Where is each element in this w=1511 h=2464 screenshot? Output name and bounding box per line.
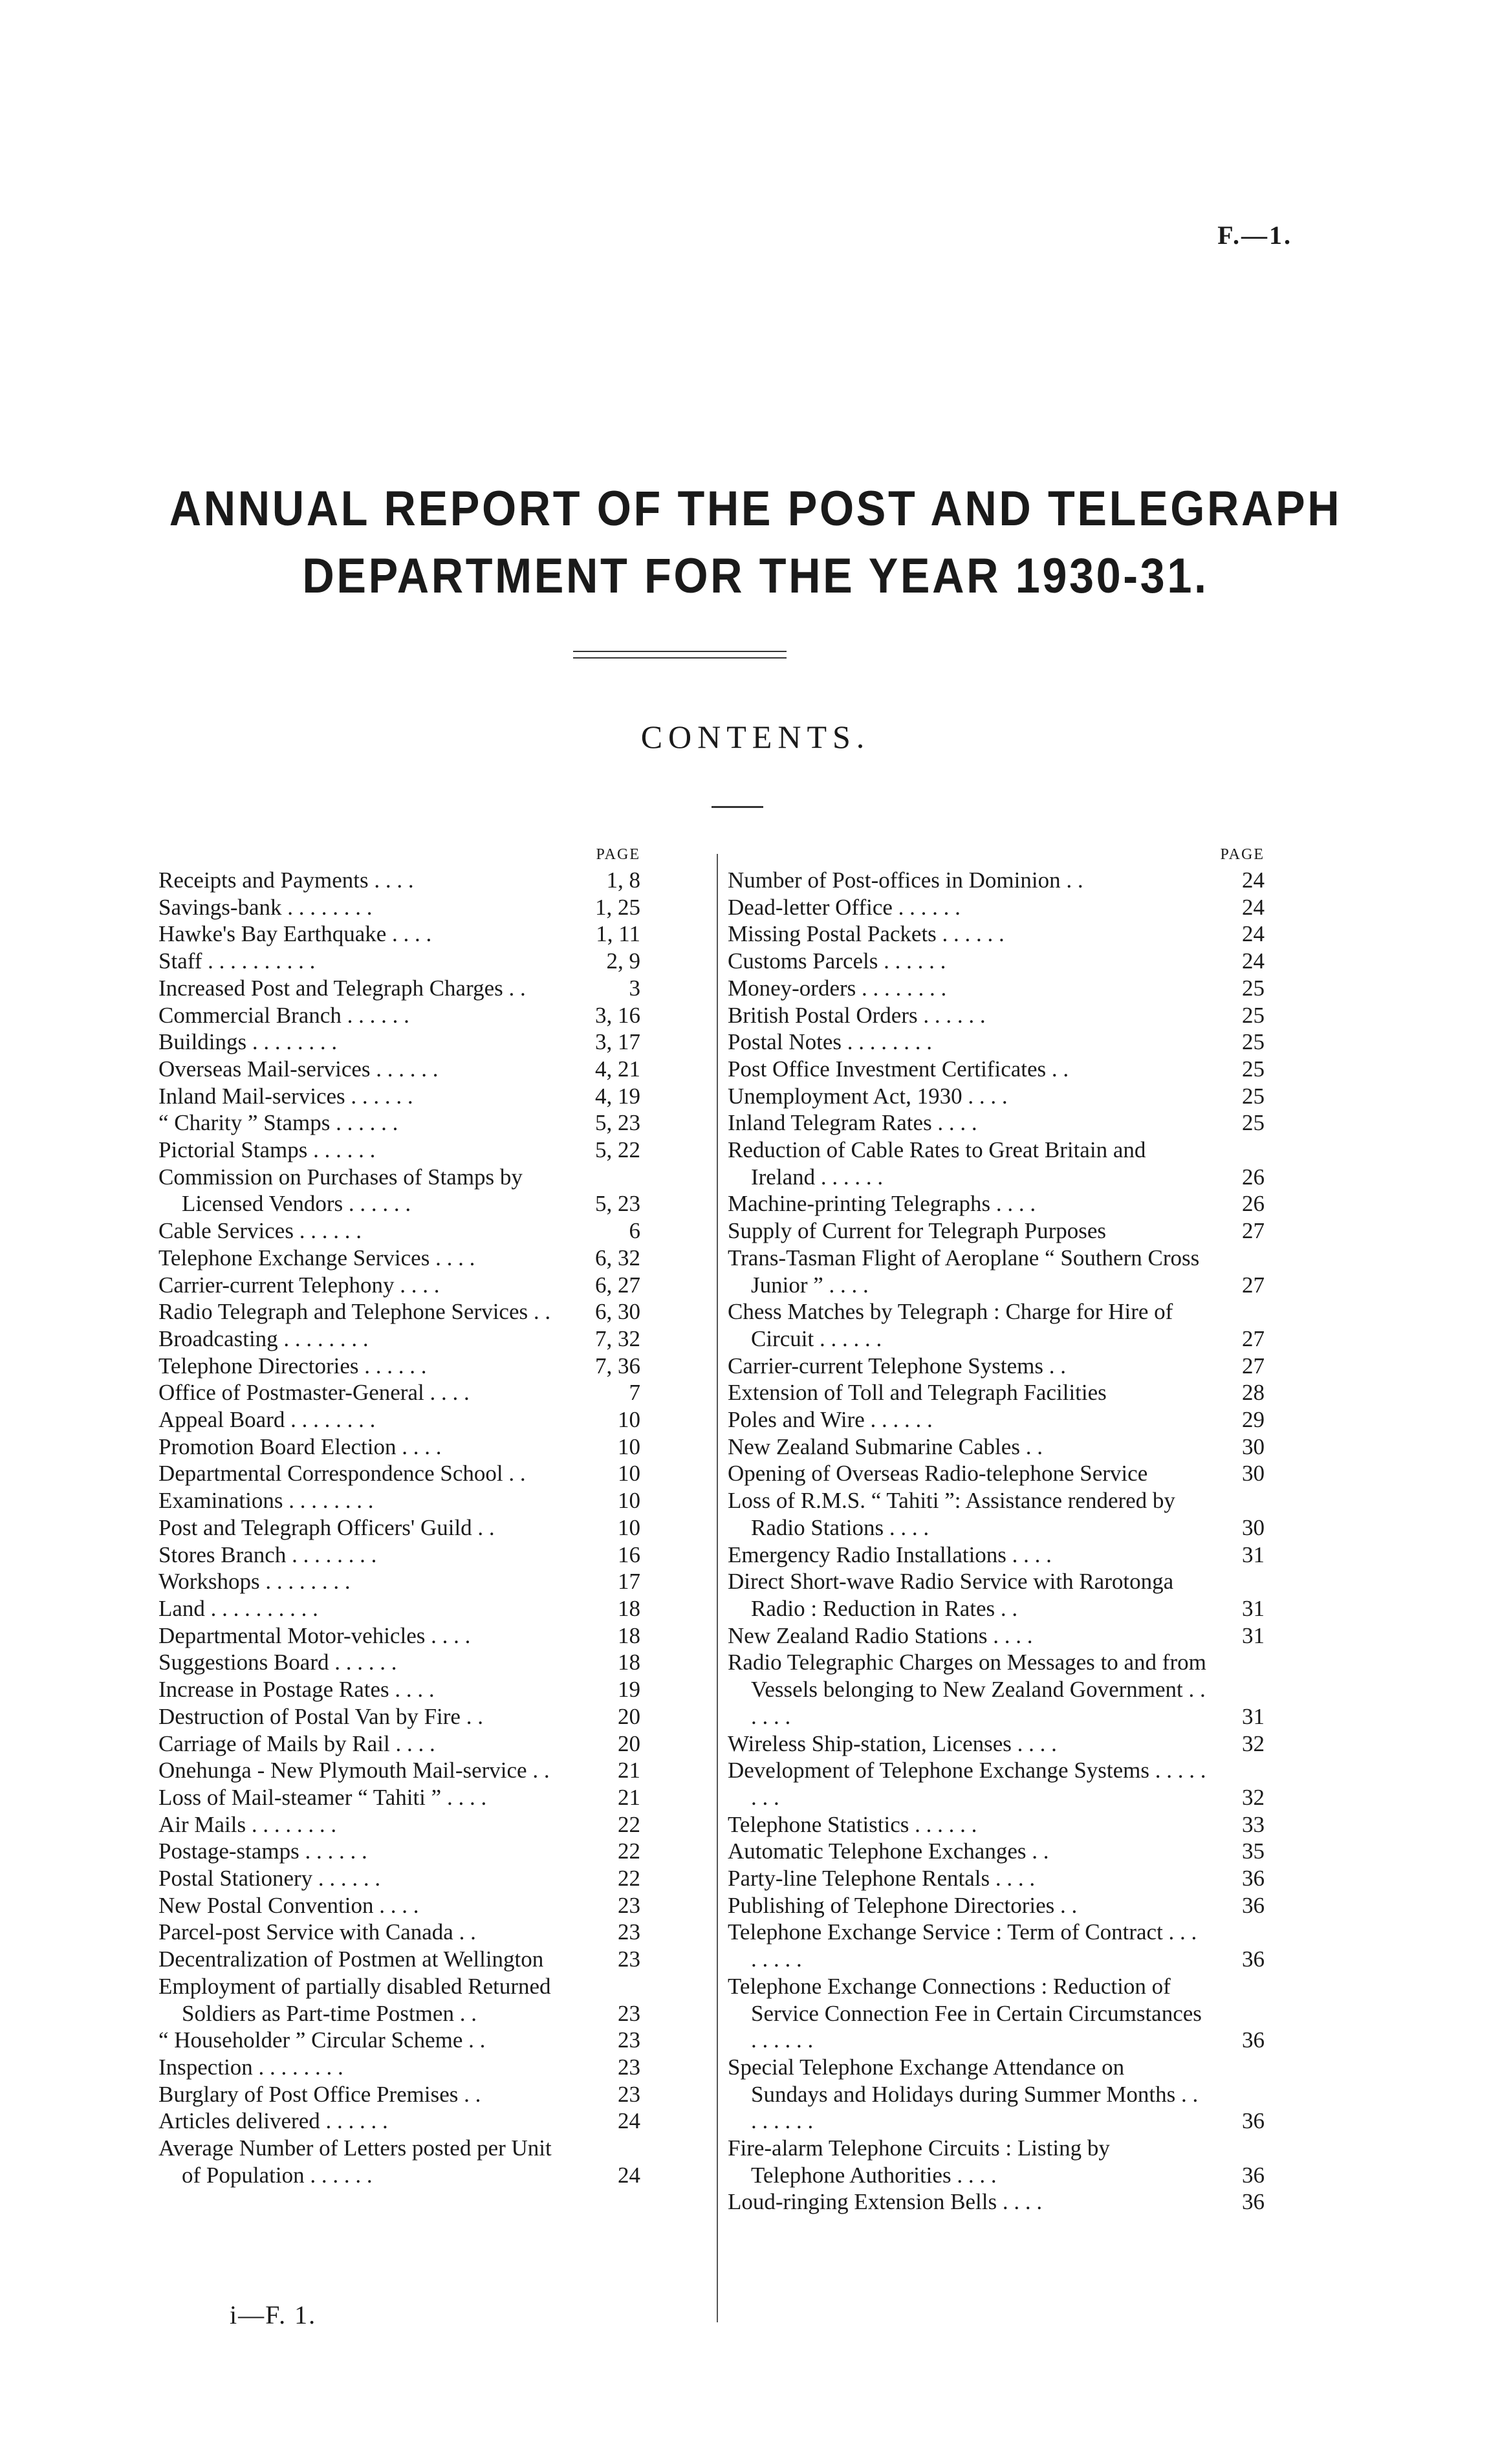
entry-page: 24	[618, 2108, 640, 2134]
entry-page: 25	[1242, 1029, 1265, 1055]
entry-title: Air Mails . . . . . . . .	[158, 1811, 337, 1837]
entry-title: Promotion Board Election . . . .	[158, 1434, 442, 1459]
contents-list-right	[728, 867, 1265, 2216]
entry-page: 21	[618, 1784, 640, 1810]
entry-title: “ Householder ” Circular Scheme . .	[158, 2027, 486, 2053]
contents-entry	[158, 1676, 640, 1703]
entry-page: 26	[1242, 1164, 1265, 1190]
entry-title: Land . . . . . . . . . .	[158, 1595, 318, 1621]
contents-entry	[158, 1056, 640, 1083]
entry-title: Telephone Exchange Connections : Reduction of Service Connection Fee in Certain Circumstances . . . . . .	[728, 1973, 1202, 2053]
entry-title: Broadcasting . . . . . . . .	[158, 1325, 369, 1351]
entry-title: Telephone Statistics . . . . . .	[728, 1811, 977, 1837]
entry-page: 27	[1242, 1272, 1265, 1298]
contents-entry	[158, 1002, 640, 1029]
entry-title: Dead-letter Office . . . . . .	[728, 894, 961, 920]
contents-entry	[728, 1002, 1265, 1029]
contents-entry	[728, 948, 1265, 975]
entry-page: 24	[1242, 921, 1265, 947]
entry-page: 2, 9	[606, 948, 640, 974]
entry-page: 28	[1242, 1380, 1265, 1406]
entry-page: 21	[618, 1758, 640, 1783]
contents-entry	[728, 1892, 1265, 1919]
entry-page: 23	[618, 1946, 640, 1972]
entry-title: Post and Telegraph Officers' Guild . .	[158, 1514, 495, 1540]
contents-entry	[728, 1487, 1265, 1541]
entry-title: Postal Notes . . . . . . . .	[728, 1029, 932, 1055]
entry-page: 23	[618, 1892, 640, 1918]
entry-page: 31	[1242, 1622, 1265, 1648]
entry-title: Money-orders . . . . . . . .	[728, 975, 947, 1001]
entry-page: 23	[618, 1919, 640, 1945]
contents-entry	[158, 1865, 640, 1892]
entry-page: 3	[629, 975, 640, 1001]
entry-title: Automatic Telephone Exchanges . .	[728, 1838, 1049, 1864]
entry-title: Appeal Board . . . . . . . .	[158, 1407, 376, 1433]
entry-title: Machine-printing Telegraphs . . . .	[728, 1191, 1036, 1217]
entry-page: 3, 17	[595, 1029, 640, 1055]
entry-page: 3, 16	[595, 1002, 640, 1028]
contents-entry	[728, 1838, 1265, 1865]
entry-title: Opening of Overseas Radio-telephone Service	[728, 1461, 1148, 1487]
entry-page: 20	[618, 1730, 640, 1756]
entry-page: 35	[1242, 1838, 1265, 1864]
entry-title: Poles and Wire . . . . . .	[728, 1407, 933, 1433]
contents-entry	[728, 1460, 1265, 1487]
entry-page: 30	[1242, 1434, 1265, 1459]
contents-entry	[728, 921, 1265, 948]
entry-page: 18	[618, 1622, 640, 1648]
contents-entry	[158, 1245, 640, 1272]
entry-title: Special Telephone Exchange Attendance on Sundays and Holidays during Summer Months . . . . . . . .	[728, 2054, 1199, 2134]
entry-title: New Zealand Submarine Cables . .	[728, 1434, 1043, 1459]
contents-entry	[158, 1703, 640, 1730]
entry-page: 23	[618, 2000, 640, 2026]
entry-title: Direct Short-wave Radio Service with Rarotonga Radio : Reduction in Rates . .	[728, 1569, 1174, 1621]
entry-page: 31	[1242, 1703, 1265, 1729]
entry-title: Loss of Mail-steamer “ Tahiti ” . . . .	[158, 1784, 487, 1810]
title-divider	[573, 651, 787, 659]
entry-page: 36	[1242, 1892, 1265, 1918]
entry-title: Missing Postal Packets . . . . . .	[728, 921, 1005, 947]
entry-title: Examinations . . . . . . . .	[158, 1488, 374, 1514]
contents-column-right	[728, 846, 1265, 2216]
contents-entry	[158, 1622, 640, 1650]
entry-title: Inland Mail-services . . . . . .	[158, 1083, 413, 1109]
entry-page: 36	[1242, 2027, 1265, 2053]
title-line-2: DEPARTMENT FOR THE YEAR 1930-31.	[302, 549, 1209, 604]
contents-entry	[158, 1757, 640, 1784]
page-column-label: PAGE	[1220, 846, 1265, 863]
contents-entry	[158, 948, 640, 975]
contents-entry	[158, 921, 640, 948]
entry-title: Employment of partially disabled Returned Soldiers as Part-time Postmen . .	[158, 1973, 551, 2026]
contents-entry	[728, 1406, 1265, 1434]
contents-entry	[728, 1298, 1265, 1352]
entry-page: 7, 36	[595, 1353, 640, 1379]
contents-entry	[728, 1083, 1265, 1110]
entry-page: 25	[1242, 1002, 1265, 1028]
entry-page: 36	[1242, 2162, 1265, 2188]
entry-page: 29	[1242, 1407, 1265, 1433]
entry-title: Supply of Current for Telegraph Purposes	[728, 1218, 1107, 1244]
entry-title: Suggestions Board . . . . . .	[158, 1650, 397, 1675]
contents-entry	[158, 1568, 640, 1595]
entry-title: Departmental Correspondence School . .	[158, 1461, 526, 1487]
entry-page: 25	[1242, 975, 1265, 1001]
entry-title: Development of Telephone Exchange Systems . . . . . . . .	[728, 1758, 1206, 1810]
entry-title: Customs Parcels . . . . . .	[728, 948, 946, 974]
contents-entry	[158, 2108, 640, 2135]
entry-page: 32	[1242, 1784, 1265, 1810]
contents-entry	[158, 1379, 640, 1406]
entry-title: Carriage of Mails by Rail . . . .	[158, 1730, 435, 1756]
entry-page: 27	[1242, 1325, 1265, 1351]
contents-entry	[158, 1460, 640, 1487]
entry-title: Commercial Branch . . . . . .	[158, 1002, 409, 1028]
entry-page: 6	[629, 1218, 640, 1244]
page-column-label: PAGE	[596, 846, 640, 863]
entry-page: 27	[1242, 1353, 1265, 1379]
entry-title: Chess Matches by Telegraph : Charge for Hire of Circuit . . . . . .	[728, 1299, 1173, 1351]
contents-entry	[728, 1379, 1265, 1406]
entry-title: Staff . . . . . . . . . .	[158, 948, 316, 974]
contents-entry	[158, 867, 640, 894]
column-separator	[717, 854, 718, 2322]
contents-entry	[158, 1838, 640, 1865]
entry-page: 24	[1242, 948, 1265, 974]
contents-divider	[712, 806, 763, 808]
entry-title: Overseas Mail-services . . . . . .	[158, 1056, 439, 1082]
contents-entry	[728, 1434, 1265, 1461]
entry-title: Publishing of Telephone Directories . .	[728, 1892, 1078, 1918]
entry-page: 25	[1242, 1110, 1265, 1136]
entry-page: 33	[1242, 1811, 1265, 1837]
entry-page: 36	[1242, 1866, 1265, 1892]
contents-entry	[728, 1217, 1265, 1245]
entry-title: Carrier-current Telephony . . . .	[158, 1272, 440, 1298]
contents-entry	[728, 1919, 1265, 1972]
contents-entry	[728, 1137, 1265, 1190]
entry-page: 22	[618, 1811, 640, 1837]
contents-entry	[158, 1272, 640, 1299]
entry-page: 5, 22	[595, 1137, 640, 1163]
entry-title: Decentralization of Postmen at Wellington	[158, 1946, 544, 1972]
entry-title: Telephone Exchange Services . . . .	[158, 1245, 475, 1270]
entry-page: 19	[618, 1677, 640, 1703]
entry-title: Onehunga - New Plymouth Mail-service . .	[158, 1758, 550, 1783]
entry-page: 7, 32	[595, 1325, 640, 1351]
contents-entry	[158, 2081, 640, 2108]
entry-title: Telephone Exchange Service : Term of Contract . . . . . . . .	[728, 1919, 1197, 1972]
contents-entry	[158, 1137, 640, 1164]
contents-list-left	[158, 867, 640, 2188]
entry-page: 18	[618, 1650, 640, 1675]
entry-page: 24	[1242, 867, 1265, 893]
contents-entry	[158, 975, 640, 1002]
contents-entry	[158, 1919, 640, 1946]
entry-page: 36	[1242, 2189, 1265, 2215]
entry-page: 16	[618, 1542, 640, 1567]
contents-entry	[728, 1730, 1265, 1758]
contents-entry	[158, 1083, 640, 1110]
entry-title: Receipts and Payments . . . .	[158, 867, 414, 893]
contents-entry	[158, 1109, 640, 1137]
entry-title: Burglary of Post Office Premises . .	[158, 2081, 481, 2107]
contents-entry	[728, 1353, 1265, 1380]
entry-page: 1, 11	[596, 921, 640, 947]
entry-title: Cable Services . . . . . .	[158, 1218, 362, 1244]
entry-page: 30	[1242, 1461, 1265, 1487]
entry-title: Radio Telegraph and Telephone Services . .	[158, 1299, 551, 1325]
page-reference: F.—1.	[1217, 221, 1292, 250]
contents-entry	[158, 1730, 640, 1758]
entry-page: 24	[618, 2162, 640, 2188]
entry-title: Wireless Ship-station, Licenses . . . .	[728, 1730, 1057, 1756]
entry-page: 20	[618, 1703, 640, 1729]
contents-entry	[728, 1245, 1265, 1298]
report-title	[76, 475, 1435, 610]
entry-title: Inspection . . . . . . . .	[158, 2054, 343, 2080]
entry-page: 30	[1242, 1514, 1265, 1540]
contents-entry	[158, 1784, 640, 1811]
entry-title: Increased Post and Telegraph Charges . .	[158, 975, 526, 1001]
entry-title: Loss of R.M.S. “ Tahiti ”: Assistance rendered by Radio Stations . . . .	[728, 1488, 1175, 1540]
entry-page: 10	[618, 1488, 640, 1514]
contents-entry	[158, 2054, 640, 2081]
entry-page: 31	[1242, 1595, 1265, 1621]
entry-page: 7	[629, 1380, 640, 1406]
entry-page: 4, 21	[595, 1056, 640, 1082]
entry-title: Reduction of Cable Rates to Great Britain and Ireland . . . . . .	[728, 1137, 1146, 1190]
entry-title: Loud-ringing Extension Bells . . . .	[728, 2189, 1043, 2215]
contents-entry	[158, 1298, 640, 1325]
entry-title: Articles delivered . . . . . .	[158, 2108, 388, 2134]
entry-title: Parcel-post Service with Canada . .	[158, 1919, 476, 1945]
contents-entry	[158, 1595, 640, 1622]
entry-title: Hawke's Bay Earthquake . . . .	[158, 921, 432, 947]
entry-title: Departmental Motor-vehicles . . . .	[158, 1622, 471, 1648]
contents-entry	[728, 1029, 1265, 1056]
entry-page: 22	[618, 1838, 640, 1864]
contents-entry	[728, 867, 1265, 894]
entry-page: 5, 23	[595, 1191, 640, 1217]
entry-page: 4, 19	[595, 1083, 640, 1109]
contents-entry	[158, 1487, 640, 1514]
contents-entry	[728, 894, 1265, 921]
contents-entry	[158, 1164, 640, 1217]
entry-page: 36	[1242, 2108, 1265, 2134]
entry-title: Unemployment Act, 1930 . . . .	[728, 1083, 1008, 1109]
contents-entry	[728, 1622, 1265, 1650]
entry-title: Savings-bank . . . . . . . .	[158, 894, 373, 920]
entry-title: Postal Stationery . . . . . .	[158, 1866, 381, 1892]
entry-page: 10	[618, 1461, 640, 1487]
contents-entry	[728, 1865, 1265, 1892]
entry-title: Post Office Investment Certificates . .	[728, 1056, 1069, 1082]
contents-entry	[728, 2135, 1265, 2188]
entry-page: 26	[1242, 1191, 1265, 1217]
entry-page: 25	[1242, 1056, 1265, 1082]
entry-title: Trans-Tasman Flight of Aeroplane “ Southern Cross Junior ” . . . .	[728, 1245, 1200, 1298]
entry-title: Number of Post-offices in Dominion . .	[728, 867, 1083, 893]
entry-page: 31	[1242, 1542, 1265, 1567]
entry-title: Average Number of Letters posted per Unit of Population . . . . . .	[158, 2135, 552, 2188]
contents-entry	[728, 1109, 1265, 1137]
entry-page: 25	[1242, 1083, 1265, 1109]
contents-entry	[158, 1542, 640, 1569]
entry-page: 22	[618, 1866, 640, 1892]
entry-title: “ Charity ” Stamps . . . . . .	[158, 1110, 398, 1136]
contents-entry	[728, 1973, 1265, 2054]
contents-entry	[158, 1434, 640, 1461]
contents-entry	[158, 1353, 640, 1380]
entry-page: 23	[618, 2054, 640, 2080]
contents-entry	[158, 2135, 640, 2188]
entry-page: 1, 8	[606, 867, 640, 893]
entry-page: 24	[1242, 894, 1265, 920]
contents-entry	[728, 1056, 1265, 1083]
entry-title: Increase in Postage Rates . . . .	[158, 1677, 435, 1703]
contents-column-left	[158, 846, 640, 2188]
entry-title: Carrier-current Telephone Systems . .	[728, 1353, 1066, 1379]
entry-page: 23	[618, 2027, 640, 2053]
page-footer: i—F. 1.	[230, 2300, 317, 2329]
contents-entry	[158, 1811, 640, 1838]
contents-entry	[728, 1190, 1265, 1217]
contents-entry	[158, 1946, 640, 1973]
entry-page: 32	[1242, 1730, 1265, 1756]
entry-title: New Postal Convention . . . .	[158, 1892, 419, 1918]
contents-entry	[158, 1892, 640, 1919]
contents-entry	[158, 1325, 640, 1353]
entry-page: 10	[618, 1434, 640, 1459]
entry-page: 6, 30	[595, 1299, 640, 1325]
entry-page: 1, 25	[595, 894, 640, 920]
entry-title: Emergency Radio Installations . . . .	[728, 1542, 1052, 1567]
entry-title: Extension of Toll and Telegraph Facilities	[728, 1380, 1107, 1406]
entry-title: Workshops . . . . . . . .	[158, 1569, 351, 1595]
contents-entry	[728, 1568, 1265, 1622]
contents-entry	[158, 2027, 640, 2054]
entry-title: Pictorial Stamps . . . . . .	[158, 1137, 376, 1163]
entry-page: 23	[618, 2081, 640, 2107]
entry-title: Buildings . . . . . . . .	[158, 1029, 338, 1055]
contents-heading: CONTENTS.	[640, 719, 871, 755]
contents-entry	[158, 1406, 640, 1434]
contents-entry	[728, 1649, 1265, 1730]
entry-title: Office of Postmaster-General . . . .	[158, 1380, 470, 1406]
entry-title: Telephone Directories . . . . . .	[158, 1353, 427, 1379]
entry-title: New Zealand Radio Stations . . . .	[728, 1622, 1033, 1648]
entry-title: Commission on Purchases of Stamps by Licensed Vendors . . . . . .	[158, 1164, 523, 1217]
contents-entry	[728, 1811, 1265, 1838]
contents-entry	[158, 1217, 640, 1245]
entry-page: 5, 23	[595, 1110, 640, 1136]
entry-page: 10	[618, 1514, 640, 1540]
entry-page: 6, 32	[595, 1245, 640, 1270]
entry-title: Stores Branch . . . . . . . .	[158, 1542, 377, 1567]
contents-entry	[158, 1973, 640, 2027]
entry-page: 10	[618, 1407, 640, 1433]
entry-title: British Postal Orders . . . . . .	[728, 1002, 986, 1028]
entry-title: Party-line Telephone Rentals . . . .	[728, 1866, 1036, 1892]
contents-entry	[728, 975, 1265, 1002]
contents-entry	[158, 1649, 640, 1676]
contents-entry	[158, 1514, 640, 1542]
contents-entry	[728, 1757, 1265, 1811]
contents-entry	[728, 1542, 1265, 1569]
contents-entry	[728, 2188, 1265, 2216]
entry-page: 18	[618, 1595, 640, 1621]
entry-page: 17	[618, 1569, 640, 1595]
contents-entry	[158, 894, 640, 921]
entry-title: Destruction of Postal Van by Fire . .	[158, 1703, 483, 1729]
title-line-1: ANNUAL REPORT OF THE POST AND TELEGRAPH	[169, 481, 1342, 536]
entry-page: 36	[1242, 1946, 1265, 1972]
contents-entry	[728, 2054, 1265, 2135]
entry-title: Fire-alarm Telephone Circuits : Listing by Telephone Authorities . . . .	[728, 2135, 1110, 2188]
contents-entry	[158, 1029, 640, 1056]
entry-title: Inland Telegram Rates . . . .	[728, 1110, 977, 1136]
entry-title: Postage-stamps . . . . . .	[158, 1838, 367, 1864]
entry-page: 6, 27	[595, 1272, 640, 1298]
entry-page: 27	[1242, 1218, 1265, 1244]
entry-title: Radio Telegraphic Charges on Messages to and from Vessels belonging to New Zealand Government . . . . . .	[728, 1650, 1206, 1729]
